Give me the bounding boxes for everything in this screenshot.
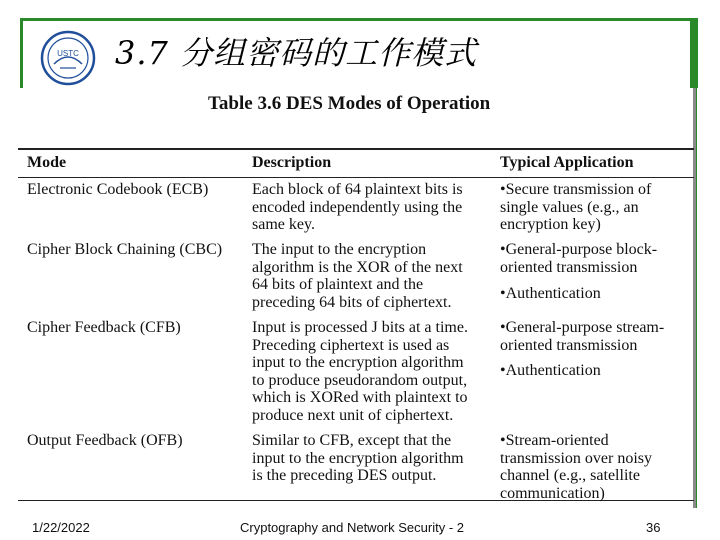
footer-course: Cryptography and Network Security - 2	[240, 520, 464, 535]
table-rule-header	[18, 177, 694, 178]
row-ofb-mode: Output Feedback (OFB)	[27, 432, 183, 449]
row-ecb-mode: Electronic Codebook (ECB)	[27, 181, 209, 198]
row-cfb-application-2: •Authentication	[500, 362, 601, 379]
row-cbc-mode: Cipher Block Chaining (CBC)	[27, 241, 223, 258]
row-cfb-mode: Cipher Feedback (CFB)	[27, 319, 181, 336]
row-cbc-application-1: •General-purpose block- oriented transmission	[500, 241, 658, 276]
row-ecb-description: Each block of 64 plaintext bits is encoded independently using the same key.	[252, 181, 463, 233]
frame-accent	[690, 18, 698, 88]
row-cfb-application-1: •General-purpose stream- oriented transmission	[500, 319, 665, 354]
table-rule-top	[18, 148, 694, 150]
row-cfb-description: Input is processed J bits at a time. Preceding ciphertext is used as input to the encryption algorithm to produce pseudorandom output, which is XORed with plaintext to produce next unit of ciphertext.	[252, 319, 468, 424]
row-ecb-application: •Secure transmission of single values (e.g., an encryption key)	[500, 181, 652, 233]
column-header-application: Typical Application	[500, 154, 634, 171]
slide-title: 3.7 分组密码的工作模式	[115, 34, 478, 72]
university-logo-icon	[40, 30, 96, 86]
column-header-description: Description	[252, 154, 332, 171]
table-caption: Table 3.6 DES Modes of Operation	[208, 93, 491, 114]
row-cbc-application-2: •Authentication	[500, 285, 601, 302]
row-ofb-application: •Stream-oriented transmission over noisy channel (e.g., satellite communication)	[500, 432, 652, 502]
footer-page-number: 36	[646, 520, 661, 535]
footer-date: 1/22/2022	[32, 520, 90, 535]
row-ofb-description: Similar to CFB, except that the input to the encryption algorithm is the preceding DES output.	[252, 432, 464, 484]
logo-text: USTC	[57, 49, 79, 58]
column-header-mode: Mode	[27, 154, 67, 171]
row-cbc-description: The input to the encryption algorithm is the XOR of the next 64 bits of plaintext and the preceding 64 bits of ciphertext.	[252, 241, 463, 311]
